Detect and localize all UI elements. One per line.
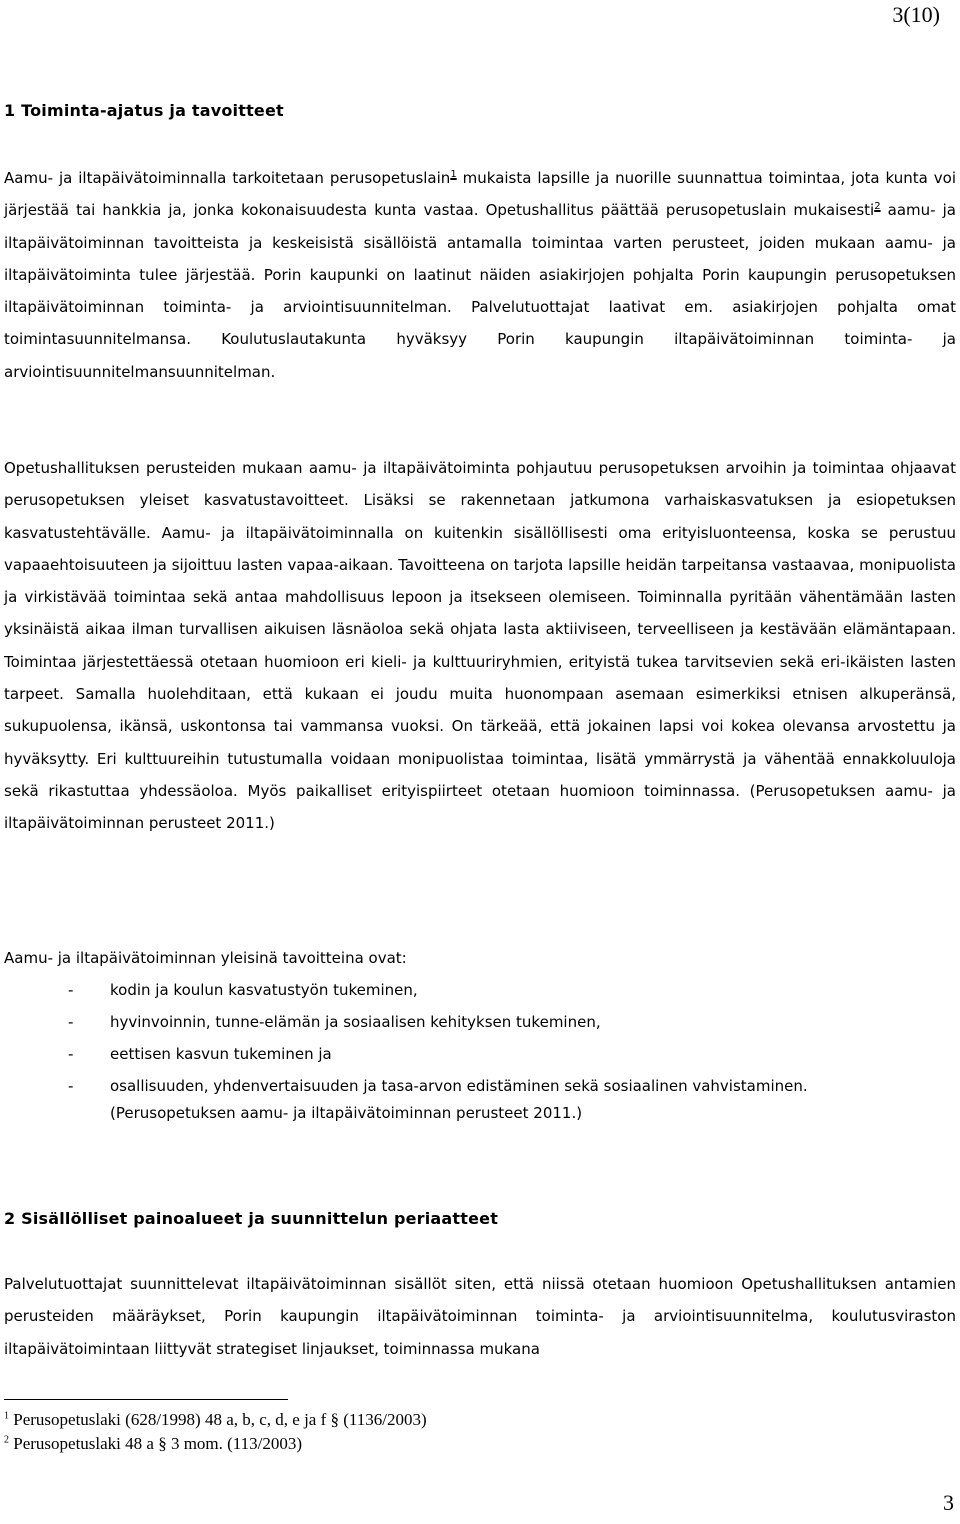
list-dash: - xyxy=(68,1077,74,1095)
list-item-text: kodin ja koulun kasvatustyön tukeminen, xyxy=(110,981,418,999)
list-item xyxy=(4,1006,808,1038)
goals-intro: Aamu- ja iltapäivätoiminnan yleisinä tavoitteina ovat: xyxy=(4,949,407,967)
footnote-2 xyxy=(4,1434,302,1454)
paragraph-text: aamu- ja iltapäivätoiminnan tavoitteista ja keskeisistä sisällöistä antamalla toimintaa varten perusteet, joiden mukaan aamu- ja iltapäivätoiminta tulee järjestää. Porin kaupunki on laatinut näiden asiakirjojen pohjalta Porin kaupungin perusopetuksen iltapäivätoiminnan toiminta- ja arviointisuunnitelman. Palvelutuottajat laativat em. asiakirjojen pohjalta omat toimintasuunnitelmansa. Koulutuslautakunta hyväksyy Porin kaupungin iltapäivätoiminnan toiminta- ja arviointisuunnitelmansuunnitelman. xyxy=(4,201,956,381)
page-number-header: 3(10) xyxy=(892,2,940,27)
footnote-ref-1[interactable]: 1 xyxy=(450,169,457,180)
paragraph-intro xyxy=(4,162,956,388)
list-item-text: eettisen kasvun tukeminen ja xyxy=(110,1045,332,1063)
section-heading-2: 2 Sisällölliset painoalueet ja suunnittelun periaatteet xyxy=(4,1209,499,1228)
paragraph-section2: Palvelutuottajat suunnittelevat iltapäivätoiminnan sisällöt siten, että niissä otetaan huomioon Opetushallituksen antamien perusteiden määräykset, Porin kaupungin iltapäivätoiminnan toiminta- ja arviointisuunnitelma, koulutusviraston iltapäivätoimintaan liittyvät strategiset linjaukset, toiminnassa mukana xyxy=(4,1275,956,1358)
list-item-text: hyvinvoinnin, tunne-elämän ja sosiaalisen kehityksen tukeminen, xyxy=(110,1013,601,1031)
list-dash: - xyxy=(68,1013,74,1031)
page-number-footer: 3 xyxy=(943,1490,954,1515)
list-dash: - xyxy=(68,1045,74,1063)
list-item xyxy=(4,1038,808,1070)
goals-source: (Perusopetuksen aamu- ja iltapäivätoiminnan perusteet 2011.) xyxy=(110,1104,583,1122)
paragraph-principles: Opetushallituksen perusteiden mukaan aamu- ja iltapäivätoiminta pohjautuu perusopetuksen arvoihin ja toimintaa ohjaavat perusopetuksen yleiset kasvatustavoitteet. Lisäksi se rakennetaan jatkumona varhaiskasvatuksen ja esiopetuksen kasvatustehtävälle. Aamu- ja iltapäivätoiminnalla on kuitenkin sisällöllisesti oma erityisluonteensa, koska se perustuu vapaaehtoisuuteen ja sijoittuu lasten vapaa-aikaan. Tavoitteena on tarjota lapsille heidän tarpeitansa vastaavaa, monipuolista ja virkistävää toimintaa sekä antaa mahdollisuus lepoon ja itsekseen olemiseen. Toiminnalla pyritään vähentämään lasten yksinäistä aikaa ilman turvallisen aikuisen läsnäoloa sekä ohjata lasta aktiiviseen, terveelliseen ja kestävään elämäntapaan. Toimintaa järjestettäessä otetaan huomioon eri kieli- ja kulttuuriryhmien, erityistä tukea tarvitsevien sekä eri-ikäisten lasten tarpeet. Samalla huolehditaan, että kukaan ei joudu muita huonompaan asemaan esimerkiksi etnisen alkuperänsä, sukupuolensa, ikänsä, uskontonsa tai vammansa vuoksi. On tärkeää, että jokainen lapsi voi kokea olevansa arvostettu ja hyväksytty. Eri kulttuureihin tutustumalla voidaan monipuolistaa toimintaa, lisätä ymmärrystä ja vähentää ennakkoluuloja sekä rikastuttaa yhdessäoloa. Myös paikalliset erityispiirteet otetaan huomioon toiminnassa. (Perusopetuksen aamu- ja iltapäivätoiminnan perusteet 2011.) xyxy=(4,459,956,833)
footnote-1 xyxy=(4,1410,427,1430)
footnote-divider xyxy=(4,1399,288,1400)
goals-list xyxy=(4,974,808,1102)
list-dash: - xyxy=(68,981,74,999)
footnote-ref-2[interactable]: 2 xyxy=(874,201,881,213)
list-item-text: osallisuuden, yhdenvertaisuuden ja tasa-arvon edistäminen sekä sosiaalinen vahvistaminen. xyxy=(110,1077,808,1095)
footnote-number: 1 xyxy=(4,1410,9,1422)
paragraph-text: Aamu- ja iltapäivätoiminnalla tarkoitetaan perusopetuslain xyxy=(4,169,451,187)
footnote-text: Perusopetuslaki (628/1998) 48 a, b, c, d, e ja f § (1136/2003) xyxy=(9,1410,427,1429)
footnote-number: 2 xyxy=(4,1434,9,1446)
footnote-text: Perusopetuslaki 48 a § 3 mom. (113/2003) xyxy=(9,1434,303,1453)
list-item xyxy=(4,974,808,1006)
paragraph-text: mukaista lapsille ja nuorille suunnattua toimintaa, jota kunta voi järjestää tai hankkia ja, jonka kokonaisuudesta kunta vastaa. Opetushallitus päättää perusopetuslain mukaisesti xyxy=(4,169,956,220)
list-item xyxy=(4,1070,808,1102)
section-heading-1: 1 Toiminta-ajatus ja tavoitteet xyxy=(4,101,284,120)
